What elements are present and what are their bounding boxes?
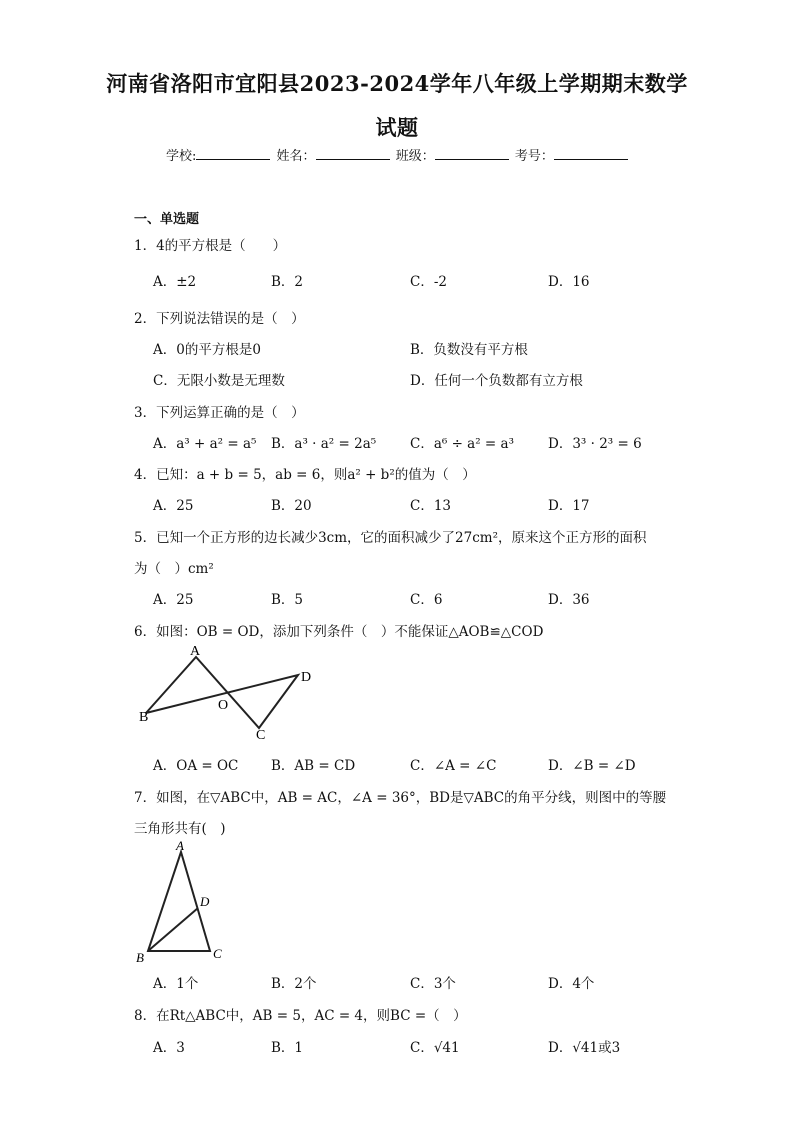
- question-3-option-b: B．a³ · a² = 2a⁵: [271, 436, 377, 452]
- question-7-figure: [130, 838, 230, 966]
- question-5-option-d: D．36: [548, 592, 590, 608]
- name-blank: [316, 147, 390, 160]
- question-3-option-a: A．a³ + a² = a⁵: [153, 436, 257, 452]
- question-4-stem: 4．已知：a + b = 5，ab = 6，则a² + b²的值为（ ）: [134, 467, 476, 483]
- class-blank: [435, 147, 509, 160]
- question-2-option-c: C．无限小数是无理数: [153, 373, 285, 389]
- exam-number-label: 考号：: [514, 149, 554, 164]
- question-7-option-c: C．3个: [410, 976, 456, 992]
- exam-number-blank: [554, 147, 628, 160]
- question-6-stem: 6．如图：OB = OD，添加下列条件（ ）不能保证△AOB≌△COD: [134, 624, 544, 640]
- question-2-option-d: D．任何一个负数都有立方根: [410, 373, 583, 389]
- class-label: 班级：: [395, 149, 435, 164]
- question-8-option-b: B．1: [271, 1040, 304, 1056]
- figure7-label-b: B: [136, 950, 144, 965]
- figure6-label-a: A: [190, 644, 201, 659]
- question-2-option-b: B．负数没有平方根: [410, 342, 528, 358]
- student-info-row: [166, 145, 630, 164]
- school-blank: [196, 147, 270, 160]
- question-3-stem: 3．下列运算正确的是（ ）: [134, 405, 305, 421]
- question-1-option-d: D．16: [548, 274, 590, 290]
- question-5-option-c: C．6: [410, 592, 443, 608]
- question-7-option-d: D．4个: [548, 976, 595, 992]
- question-5-stem: 5．已知一个正方形的边长减少3cm，它的面积减少了27cm²，原来这个正方形的面积: [134, 530, 647, 546]
- question-4-option-a: A．25: [153, 498, 194, 514]
- question-3-option-d: D．3³ · 2³ = 6: [548, 436, 642, 452]
- question-1-option-c: C．-2: [410, 274, 447, 290]
- question-8-option-a: A．3: [153, 1040, 185, 1056]
- question-2-option-a: A．0的平方根是0: [153, 342, 261, 358]
- page-title: 河南省洛阳市宜阳县2023-2024学年八年级上学期期末数学: [106, 71, 688, 96]
- question-2-stem: 2．下列说法错误的是（ ）: [134, 311, 305, 327]
- question-7-option-a: A．1个: [153, 976, 199, 992]
- figure6-label-c: C: [256, 728, 266, 743]
- question-6-option-c: C．∠A = ∠C: [410, 758, 497, 774]
- question-6-option-d: D．∠B = ∠D: [548, 758, 636, 774]
- question-5-option-a: A．25: [153, 592, 194, 608]
- figure6-label-d: D: [301, 670, 312, 685]
- question-4-option-b: B．20: [271, 498, 312, 514]
- question-1-stem: 1．4的平方根是（ ）: [134, 238, 287, 254]
- question-7-stem-line2: 三角形共有( ): [134, 821, 226, 837]
- question-3-option-c: C．a⁶ ÷ a² = a³: [410, 436, 514, 452]
- question-1-option-a: A．±2: [153, 274, 197, 290]
- question-5-stem-line2: 为（ ）cm²: [134, 561, 214, 577]
- figure6-label-o: O: [218, 698, 229, 713]
- question-4-option-d: D．17: [548, 498, 590, 514]
- question-4-option-c: C．13: [410, 498, 452, 514]
- name-label: 姓名：: [276, 149, 316, 164]
- school-label: 学校:: [166, 149, 197, 164]
- question-8-stem: 8．在Rt△ABC中，AB = 5，AC = 4，则BC =（ ）: [134, 1008, 467, 1024]
- question-8-option-c: C．√41: [410, 1040, 460, 1056]
- figure7-label-d: D: [200, 894, 210, 909]
- question-8-option-d: D．√41或3: [548, 1040, 621, 1056]
- question-7-option-b: B．2个: [271, 976, 317, 992]
- figure6-label-b: B: [139, 710, 149, 725]
- question-5-option-b: B．5: [271, 592, 304, 608]
- figure7-label-a: A: [176, 838, 184, 853]
- question-6-figure: [134, 642, 324, 744]
- section-heading: 一、单选题: [134, 212, 200, 227]
- question-1-option-b: B．2: [271, 274, 304, 290]
- question-7-stem: 7．如图，在▽ABC中，AB = AC，∠A = 36°，BD是▽ABC的角平分线，则图中的等腰: [134, 790, 667, 806]
- question-6-option-a: A．OA = OC: [153, 758, 239, 774]
- question-6-option-b: B．AB = CD: [271, 758, 356, 774]
- figure7-label-c: C: [213, 946, 222, 961]
- page-title-line2: 试题: [375, 115, 419, 140]
